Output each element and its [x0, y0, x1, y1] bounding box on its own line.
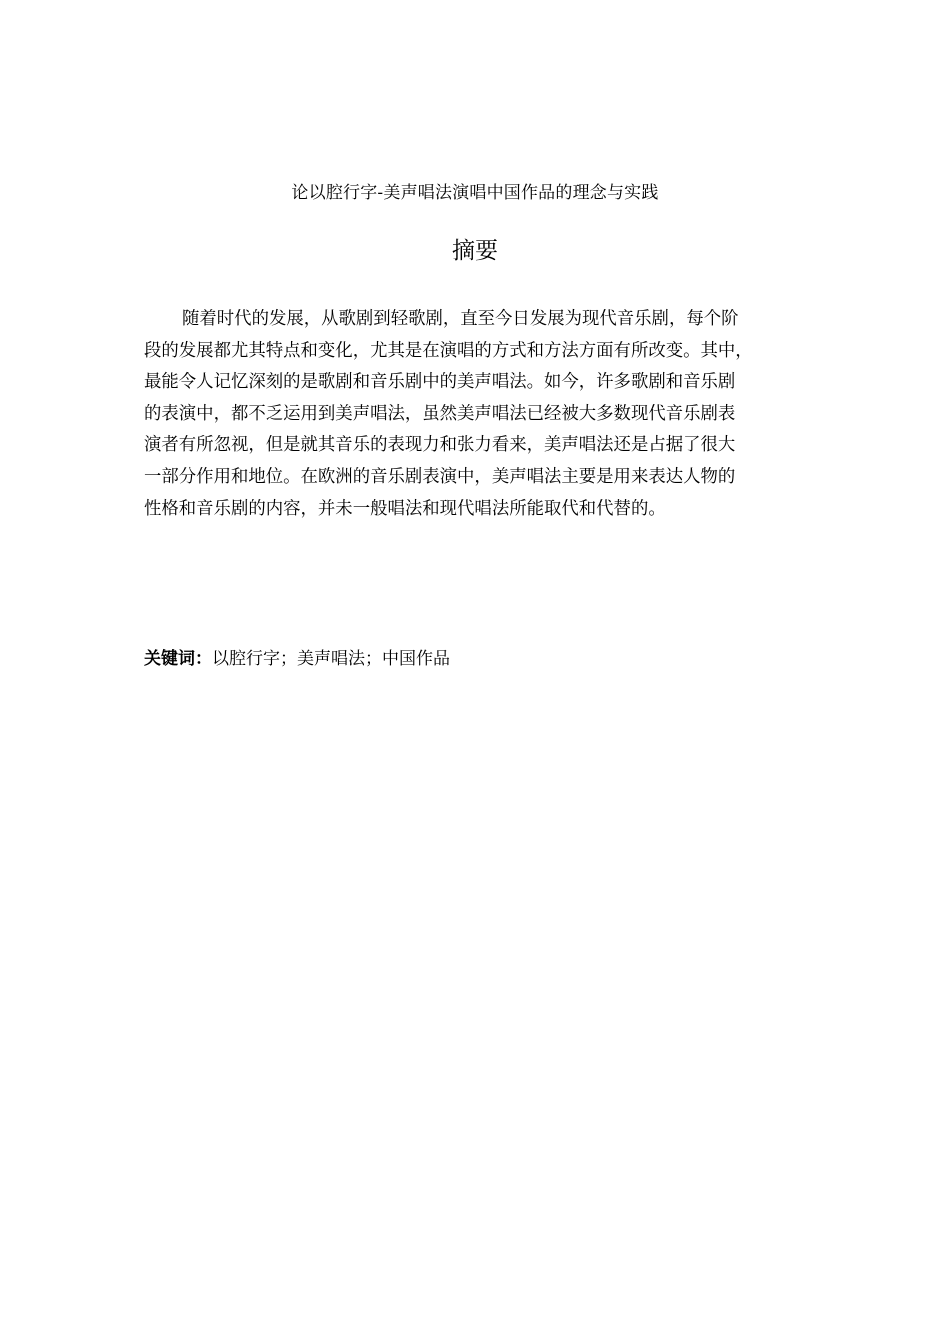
document-title: 论以腔行字-美声唱法演唱中国作品的理念与实践	[291, 183, 659, 203]
abstract-line: 段的发展都尤其特点和变化，尤其是在演唱的方式和方法方面有所改变。其中，	[144, 340, 753, 361]
abstract-line: 随着时代的发展，从歌剧到轻歌剧，直至今日发展为现代音乐剧，每个阶	[182, 309, 739, 329]
abstract-body	[144, 304, 804, 525]
keywords-line	[144, 646, 450, 672]
abstract-heading: 摘要	[452, 238, 498, 264]
abstract-line: 一部分作用和地位。在欧洲的音乐剧表演中，美声唱法主要是用来表达人物的	[144, 466, 736, 487]
abstract-line: 最能令人记忆深刻的是歌剧和音乐剧中的美声唱法。如今，许多歌剧和音乐剧	[144, 372, 736, 393]
keywords-label: 关键词：	[144, 649, 212, 669]
abstract-line: 的表演中，都不乏运用到美声唱法，虽然美声唱法已经被大多数现代音乐剧表	[144, 403, 736, 424]
keywords-text: 以腔行字；美声唱法；中国作品	[212, 649, 450, 669]
abstract-line: 性格和音乐剧的内容，并未一般唱法和现代唱法所能取代和代替的。	[144, 498, 666, 519]
abstract-line: 演者有所忽视，但是就其音乐的表现力和张力看来，美声唱法还是占据了很大	[144, 435, 736, 456]
